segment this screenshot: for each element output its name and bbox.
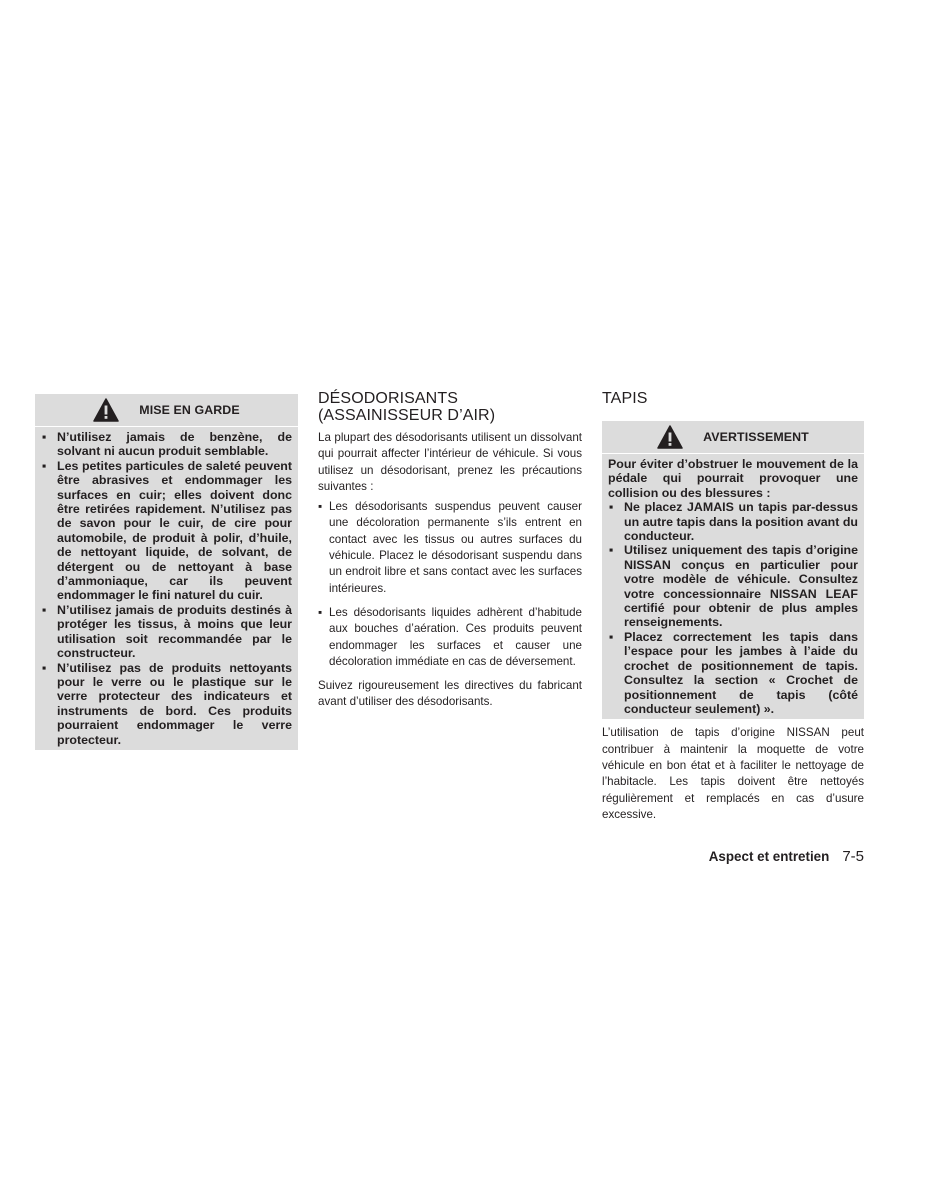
warning-icon: [657, 425, 683, 449]
list-item: ▪ Les désodorisants liquides adhèrent d’habitude aux bouches d’aération. Ces produits peuvent endommager les surfaces et causer une décoloration immédiate en cas de déversement.: [318, 605, 582, 668]
warning-icon: [93, 398, 119, 422]
bullet: ▪: [318, 605, 323, 619]
list-item: ▪ N’utilisez jamais de produits destinés à protéger les tissus, à moins que leur utilisation soit recommandée par le constructeur.: [42, 602, 292, 661]
warning-intro: Pour éviter d’obstruer le mouvement de la pédale qui pourrait provoquer une collision ou des blessures :: [608, 457, 858, 500]
section-heading-desodorisants: DÉSODORISANTS (ASSAINISSEUR D’AIR): [318, 390, 496, 424]
footer-section-title: Aspect et entretien: [708, 849, 830, 864]
bullet: ▪: [42, 602, 47, 617]
list-item: ▪ Les petites particules de saleté peuvent être abrasives et endommager les surfaces en cuir; elles doivent donc être retirées rapidement. N’utilisez pas de savon pour le cuir, de cire pour automobile, de produit à polir, d’huile, de nettoyant liquide, de solvant, de détergent ou de nettoyant à base d’ammoniaque, car ils peuvent endommager le fini naturel du cuir.: [42, 458, 292, 603]
caution-header: [35, 394, 298, 427]
list-item: ▪ N’utilisez pas de produits nettoyants pour le verre ou le plastique sur le verre protecteur des indicateurs et instruments de bord. Ces produits pourraient endommager le verre protecteur.: [42, 660, 292, 747]
precautions-list: [318, 499, 582, 670]
bullet: ▪: [609, 500, 614, 515]
page-footer: [709, 848, 864, 865]
warning-box: [602, 421, 864, 719]
bullet: ▪: [609, 543, 614, 558]
caution-list: [41, 430, 292, 747]
list-item: ▪ Les désodorisants suspendus peuvent causer une décoloration permanente s’ils entrent en contact avec les tissus ou autres surfaces du véhicule. Placez le désodorisant suspendu dans un endroit libre et sans contact avec les surfaces intérieures.: [318, 500, 582, 595]
right-column: [602, 390, 864, 823]
closing-paragraph: Suivez rigoureusement les directives du fabricant avant d’utiliser des désodorisants.: [318, 679, 582, 709]
list-item: ▪ Placez correctement les tapis dans l’espace pour les jambes à l’aide du crochet de positionnement de tapis. Consultez la section « Crochet de positionnement de tapis (côté conducteur seulement) ».: [609, 629, 858, 716]
list-item: ▪ Utilisez uniquement des tapis d’origine NISSAN conçus en particulier pour votre modèle de véhicule. Consultez votre concessionnaire NISSAN LEAF certifié pour obtenir de plus amples renseignements.: [609, 543, 858, 630]
middle-column: [318, 390, 582, 711]
bullet: ▪: [609, 629, 614, 644]
list-item: ▪ N’utilisez jamais de benzène, de solvant ni aucun produit semblable.: [42, 430, 292, 459]
section-heading-tapis: TAPIS: [602, 390, 648, 407]
warning-header: [602, 421, 864, 454]
list-item: ▪ Ne placez JAMAIS un tapis par-dessus un autre tapis dans la position avant du conducteur.: [609, 500, 858, 544]
caution-box: [35, 394, 298, 750]
caution-title: MISE EN GARDE: [139, 403, 240, 417]
bullet: ▪: [42, 660, 47, 675]
intro-paragraph: La plupart des désodorisants utilisent un dissolvant qui pourrait affecter l’intérieur de véhicule. Si vous utilisez un désodorisant, prenez les précautions suivantes :: [318, 431, 582, 493]
bullet: ▪: [42, 430, 47, 444]
page-number: 7-5: [842, 848, 864, 865]
warning-list: [608, 500, 858, 716]
warning-title: AVERTISSEMENT: [703, 430, 809, 444]
bullet: ▪: [42, 458, 47, 473]
bullet: ▪: [318, 500, 323, 514]
left-column: [35, 394, 298, 750]
tapis-paragraph: L’utilisation de tapis d’origine NISSAN peut contribuer à maintenir la moquette de votre véhicule en bon état et à faciliter le nettoyage de l’habitacle. Les tapis doivent être nettoyés régulièrement et remplacés en cas d’usure excessive.: [602, 726, 864, 821]
